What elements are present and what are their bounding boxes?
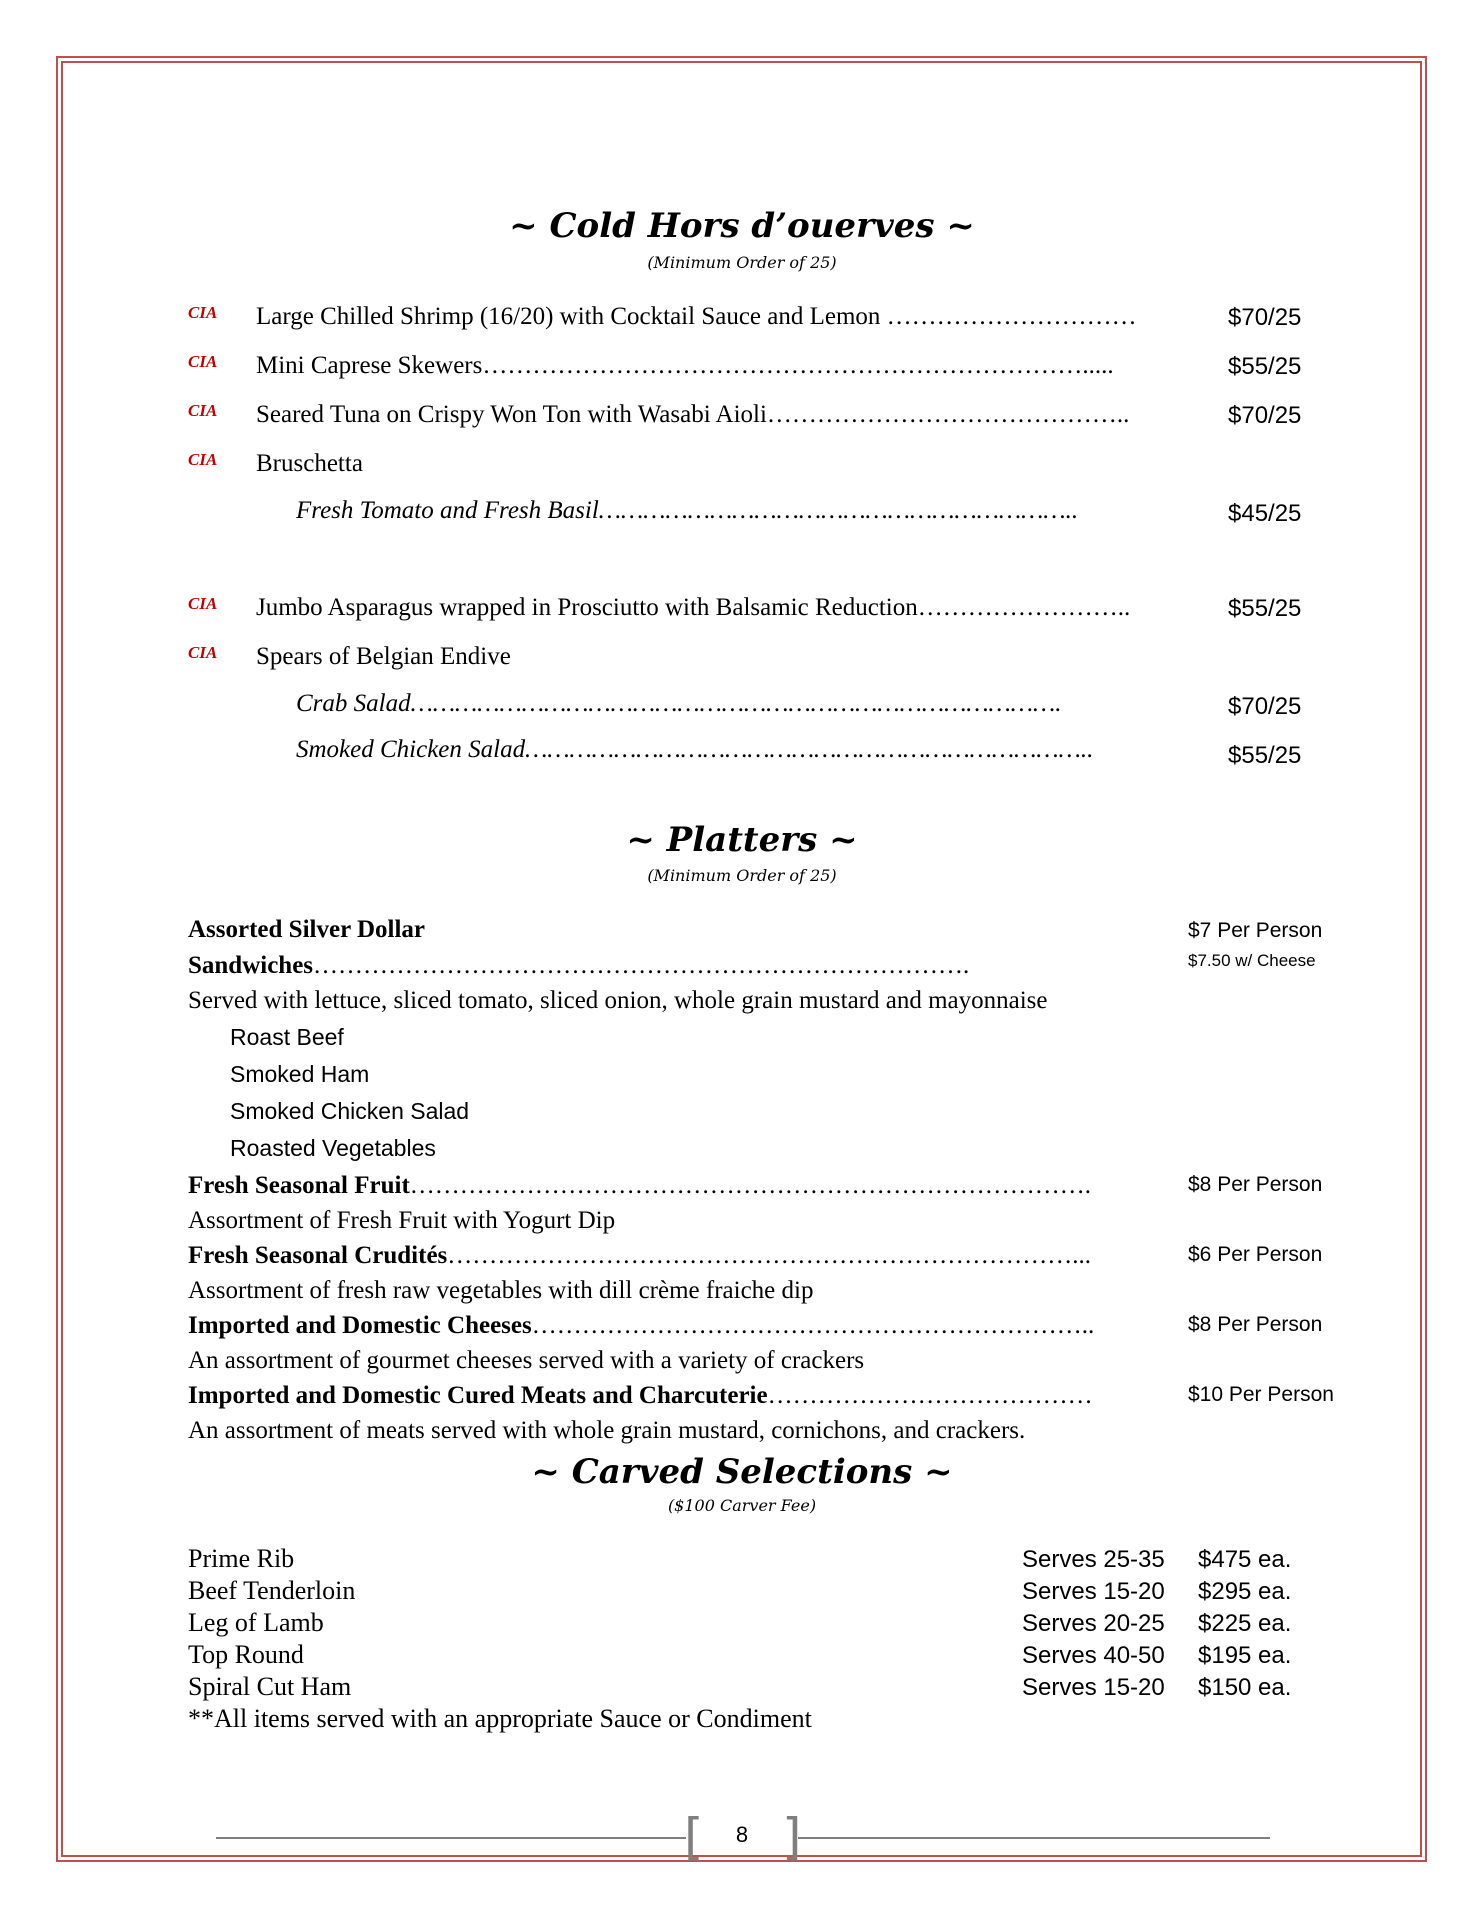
cia-tag: CIA <box>188 401 218 420</box>
platter-price: $6 Per Person <box>1188 1243 1323 1266</box>
platters-section-title: ~ Platters ~ <box>626 820 858 860</box>
menu-item-bruschetta: Bruschetta <box>256 450 363 477</box>
carved-item-price: $225 ea. <box>1198 1610 1292 1637</box>
cia-tag: CIA <box>188 450 218 469</box>
platter-description: An assortment of meats served with whole grain mustard, cornichons, and crackers. <box>188 1417 1026 1444</box>
platter-name-line: Fresh Seasonal Crudités…………………………………………………………………... <box>188 1242 1092 1269</box>
menu-subitem-smoked-chicken-salad: Smoked Chicken Salad………………………………………………………………….. <box>296 736 1094 763</box>
price-caprese: $55/25 <box>1228 353 1302 380</box>
platter-name-line: Sandwiches……………………………………………………………………. <box>188 952 970 979</box>
footer-bracket-right: ] <box>782 1808 802 1866</box>
price-smoked-chicken-salad: $55/25 <box>1228 742 1302 769</box>
sandwich-option: Smoked Ham <box>230 1061 370 1087</box>
platter-price-cheese: $7.50 w/ Cheese <box>1188 951 1316 970</box>
platter-description: Served with lettuce, sliced tomato, sliced onion, whole grain mustard and mayonnaise <box>188 987 1048 1014</box>
platter-name: Assorted Silver Dollar <box>188 916 426 943</box>
platter-name-line: Imported and Domestic Cheeses………………………………………………………….. <box>188 1312 1095 1339</box>
carved-item-price: $150 ea. <box>1198 1674 1292 1701</box>
platter-name-line: Imported and Domestic Cured Meats and Charcuterie………………………………… <box>188 1382 1093 1409</box>
carved-section-subtitle: ($100 Carver Fee) <box>667 1496 817 1515</box>
cold-section-title: ~ Cold Hors d’ouerves ~ <box>509 206 975 246</box>
cia-tag: CIA <box>188 594 218 613</box>
platter-price: $8 Per Person <box>1188 1173 1323 1196</box>
price-asparagus: $55/25 <box>1228 595 1302 622</box>
platter-price: $7 Per Person <box>1188 919 1323 942</box>
carved-item-name: Beef Tenderloin <box>188 1576 356 1605</box>
carved-item-name: Leg of Lamb <box>188 1608 324 1637</box>
carved-item-name: Top Round <box>188 1640 304 1669</box>
price-tomato-basil: $45/25 <box>1228 500 1302 527</box>
menu-item-endive: Spears of Belgian Endive <box>256 643 511 670</box>
sandwich-option: Smoked Chicken Salad <box>230 1098 470 1124</box>
platters-section-subtitle: (Minimum Order of 25) <box>647 866 837 885</box>
cia-tag: CIA <box>188 303 218 322</box>
price-tuna: $70/25 <box>1228 402 1302 429</box>
carved-item-name: Spiral Cut Ham <box>188 1672 352 1701</box>
platter-description: Assortment of Fresh Fruit with Yogurt Dip <box>188 1207 616 1234</box>
carved-item-serves: Serves 15-20 <box>1022 1674 1165 1701</box>
price-shrimp: $70/25 <box>1228 304 1302 331</box>
cold-section-subtitle: (Minimum Order of 25) <box>647 253 837 272</box>
carved-item-serves: Serves 20-25 <box>1022 1610 1165 1637</box>
carved-item-price: $195 ea. <box>1198 1642 1292 1669</box>
carved-section-title: ~ Carved Selections ~ <box>531 1452 953 1492</box>
carved-item-serves: Serves 25-35 <box>1022 1546 1165 1573</box>
platter-price: $10 Per Person <box>1188 1383 1334 1406</box>
menu-item-caprese: Mini Caprese Skewers………………………………………………………………..... <box>256 352 1114 379</box>
carved-item-serves: Serves 40-50 <box>1022 1642 1165 1669</box>
footer-rule-right <box>798 1837 1270 1839</box>
platter-price: $8 Per Person <box>1188 1313 1323 1336</box>
carved-item-name: Prime Rib <box>188 1544 295 1573</box>
menu-item-shrimp: Large Chilled Shrimp (16/20) with Cocktail Sauce and Lemon ………………………… <box>256 303 1137 330</box>
footer-rule-left <box>216 1837 686 1839</box>
menu-subitem-crab-salad: Crab Salad……………………………………………………………………………. <box>296 690 1062 717</box>
price-crab-salad: $70/25 <box>1228 693 1302 720</box>
menu-item-asparagus: Jumbo Asparagus wrapped in Prosciutto with Balsamic Reduction…………………….. <box>256 594 1131 621</box>
carved-note: **All items served with an appropriate Sauce or Condiment <box>188 1704 812 1733</box>
footer-bracket-left: [ <box>684 1808 704 1866</box>
sandwich-option: Roasted Vegetables <box>230 1135 436 1161</box>
cia-tag: CIA <box>188 643 218 662</box>
platter-description: Assortment of fresh raw vegetables with dill crème fraiche dip <box>188 1277 814 1304</box>
platter-description: An assortment of gourmet cheeses served with a variety of crackers <box>188 1347 865 1374</box>
carved-item-price: $475 ea. <box>1198 1546 1292 1573</box>
page-number: 8 <box>735 1822 749 1847</box>
menu-item-tuna: Seared Tuna on Crispy Won Ton with Wasabi Aioli…………………………………….. <box>256 401 1130 428</box>
menu-subitem-tomato-basil: Fresh Tomato and Fresh Basil……………………………………………………….. <box>296 497 1079 524</box>
platter-name-line: Fresh Seasonal Fruit………………………………………………………………………. <box>188 1172 1092 1199</box>
cia-tag: CIA <box>188 352 218 371</box>
sandwich-option: Roast Beef <box>230 1024 344 1050</box>
carved-item-price: $295 ea. <box>1198 1578 1292 1605</box>
carved-item-serves: Serves 15-20 <box>1022 1578 1165 1605</box>
